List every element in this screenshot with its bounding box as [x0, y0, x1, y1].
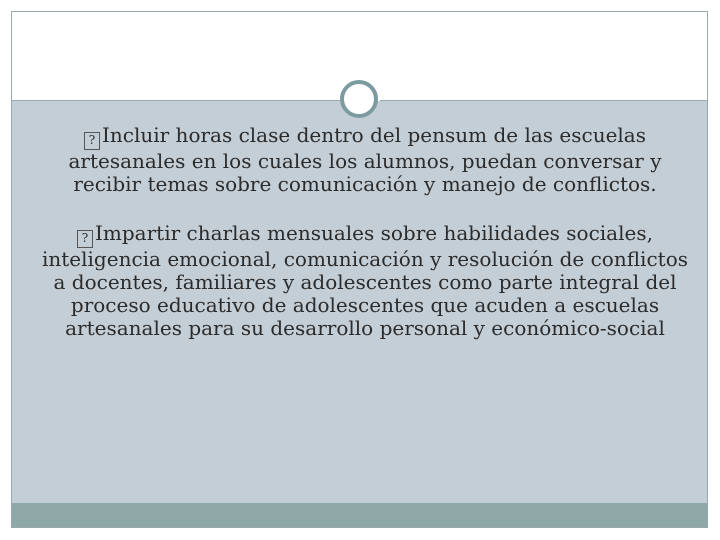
bullet-list	[40, 124, 690, 366]
bullet-placeholder-icon: ?	[77, 230, 93, 248]
bullet-item-1	[40, 124, 690, 196]
bullet-placeholder-icon: ?	[84, 132, 100, 150]
bullet-text-1: Incluir horas clase dentro del pensum de las escuelas artesanales en los cuales los alumnos, puedan conversar y recibir temas sobre comunicación y manejo de conflictos.	[68, 123, 662, 196]
slide-footer-bar	[12, 503, 707, 527]
bullet-text-2: Impartir charlas mensuales sobre habilidades sociales, inteligencia emocional, comunicación y resolución de conflictos a docentes, familiares y adolescentes como parte integral del proceso educativo de adolescentes que acuden a escuelas artesanales para su desarrollo personal y económico-social	[41, 221, 688, 340]
bullet-item-2	[40, 222, 690, 340]
decorative-ring-icon	[340, 80, 378, 118]
